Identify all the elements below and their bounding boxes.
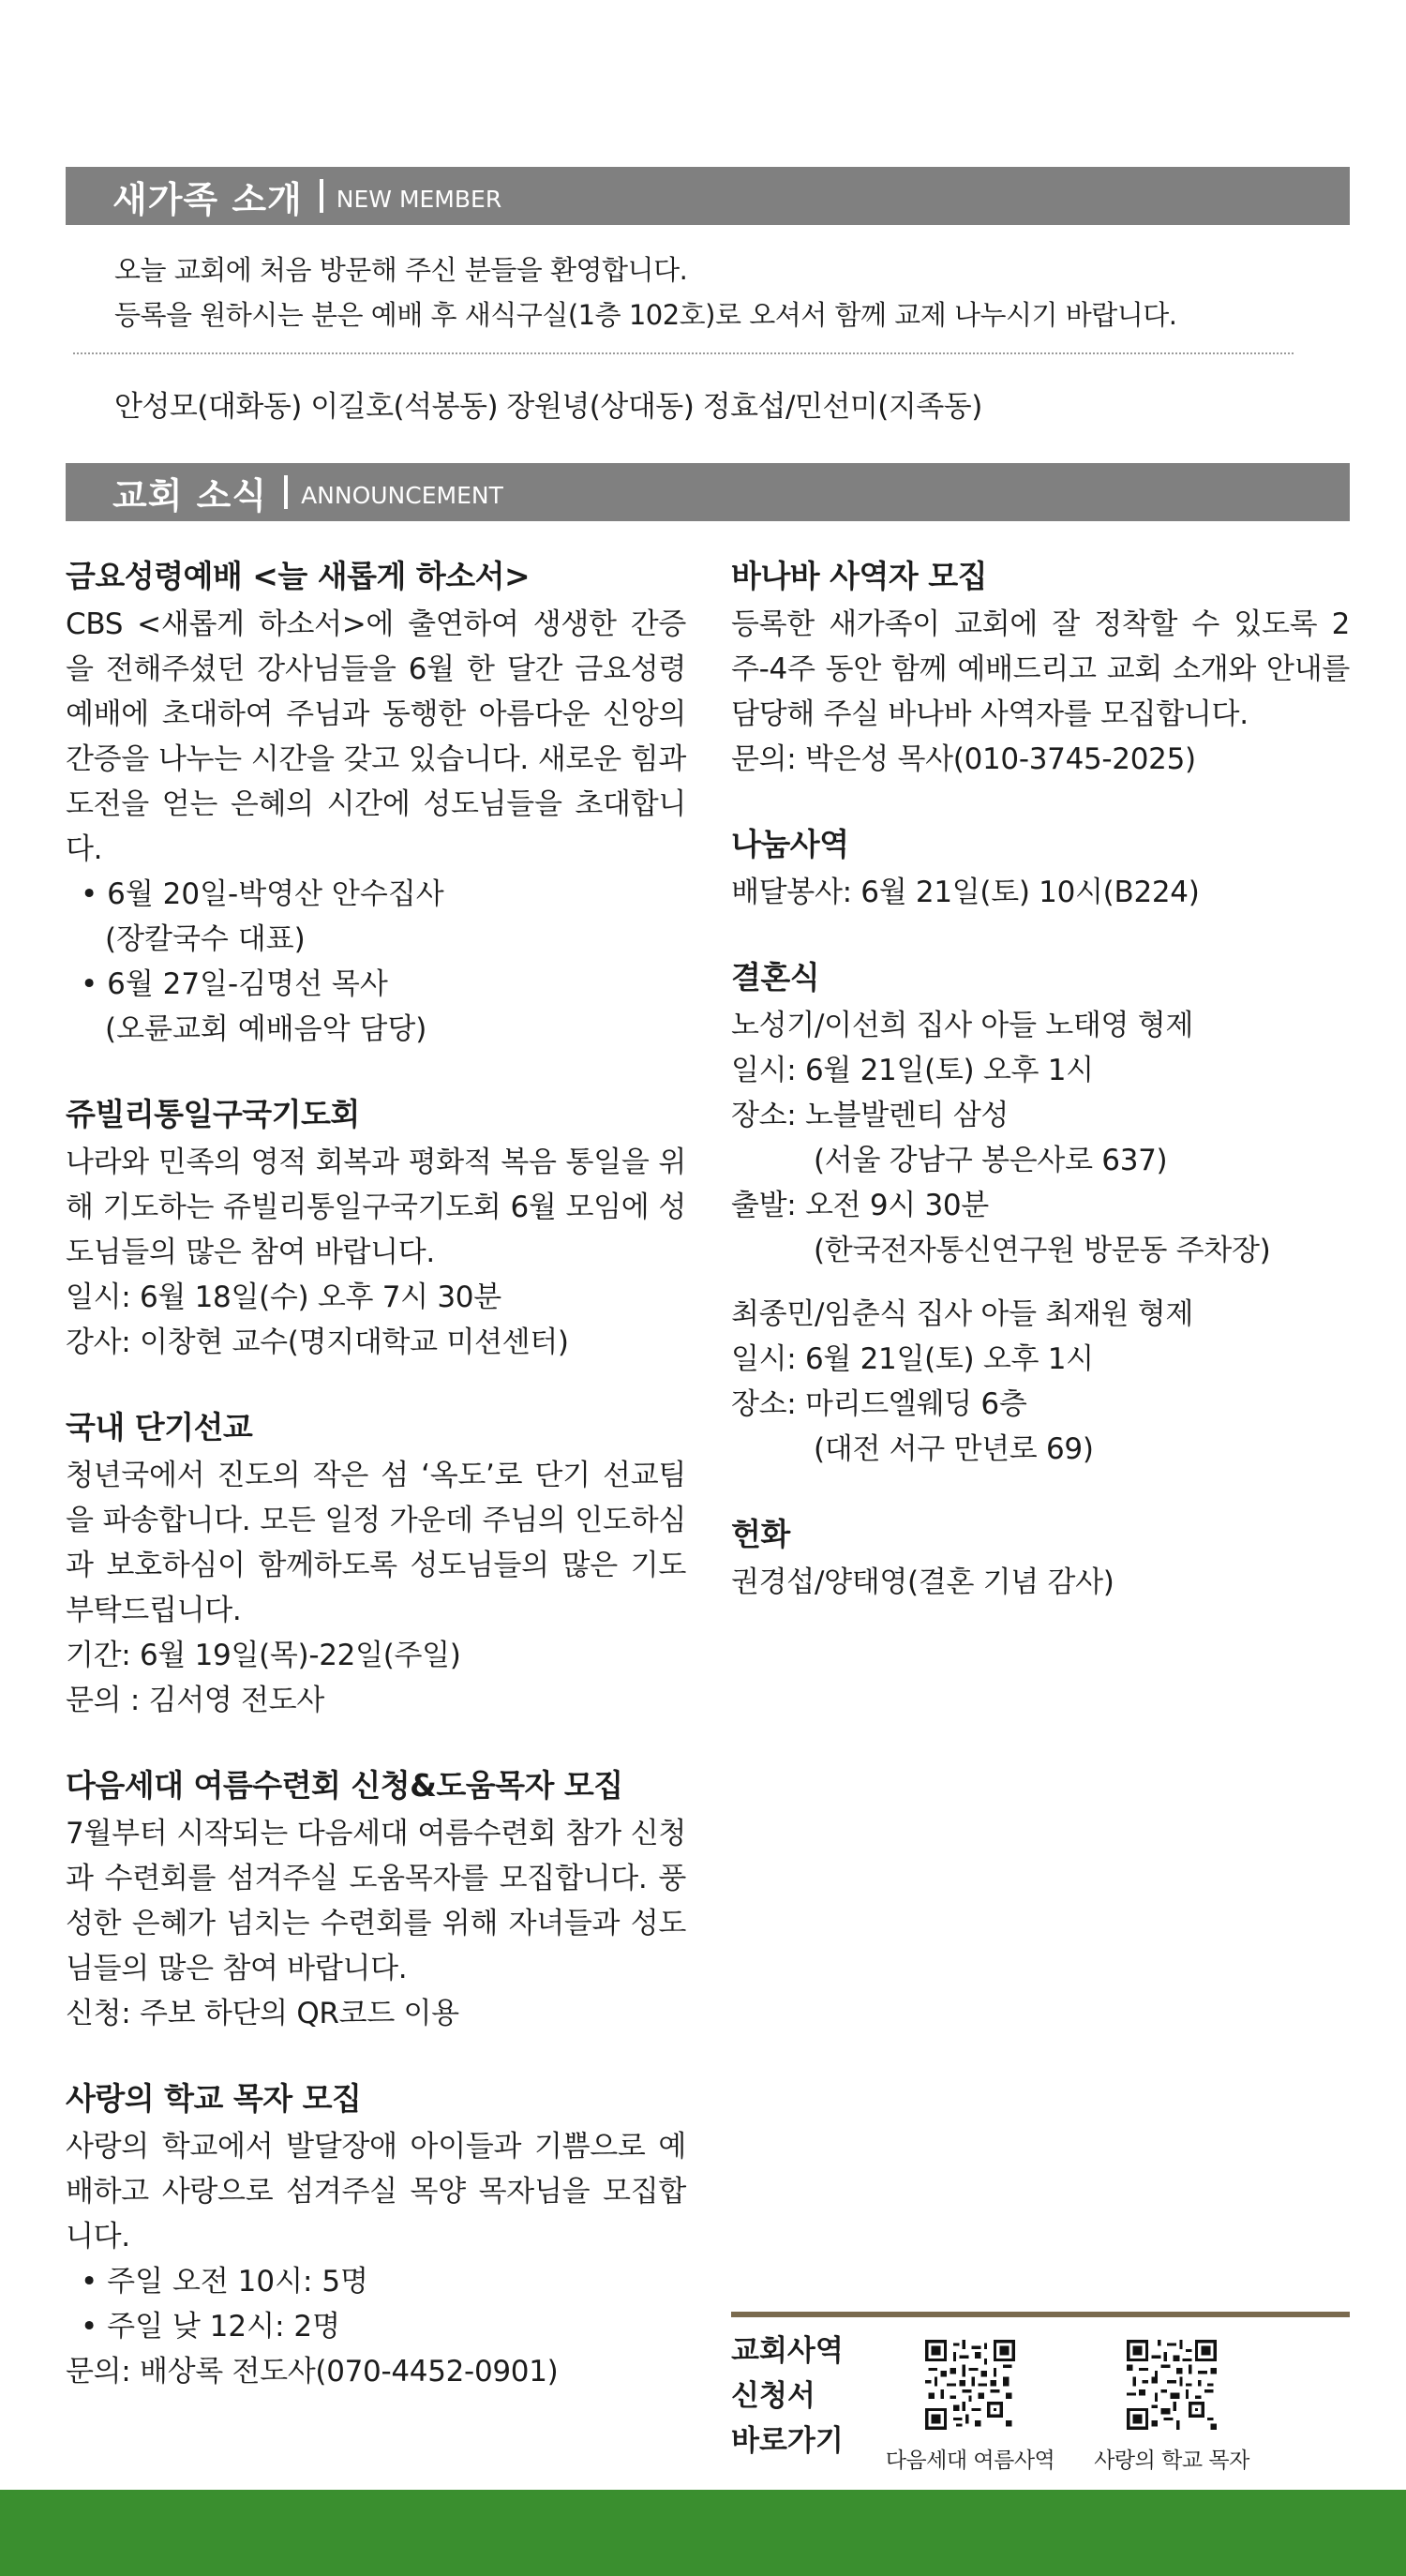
- wedding-2-date: 일시: 6월 21일(토) 오후 1시: [731, 1342, 1094, 1376]
- wedding-2-place-address: (대전 서구 만년로 69): [814, 1432, 1094, 1466]
- dotted-divider: [73, 352, 1294, 354]
- item-title: 금요성령예배 <늘 새롭게 하소서>: [66, 558, 531, 594]
- wedding-1-date: 일시: 6월 21일(토) 오후 1시: [731, 1054, 1094, 1087]
- qr-next-generation[interactable]: [876, 2340, 1064, 2474]
- new-member-title-en: NEW MEMBER: [336, 185, 502, 213]
- qr-code-icon[interactable]: [1127, 2340, 1217, 2430]
- item-bullet: • 6월 27일-김명선 목사: [81, 967, 388, 1001]
- wedding-1-title: 노성기/이선희 집사 아들 노태영 형제: [731, 1009, 1194, 1042]
- item-title: 국내 단기선교: [66, 1409, 253, 1445]
- intro-line-1: 오늘 교회에 처음 방문해 주신 분들을 환영합니다.: [114, 254, 688, 286]
- item-bullet: • 6월 20일-박영산 안수집사: [81, 877, 444, 911]
- item-detail: 기간: 6월 19일(목)-22일(주일): [66, 1639, 461, 1672]
- item-title: 다음세대 여름수련회 신청&도움목자 모집: [66, 1767, 623, 1804]
- item-title: 결혼식: [731, 959, 820, 996]
- announcement-item-sharing-ministry: [731, 821, 1350, 915]
- new-member-header: [66, 167, 1350, 225]
- qr-title-line-1: 교회사역: [731, 2334, 844, 2368]
- item-body: 7월부터 시작되는 다음세대 여름수련회 참가 신청과 수련회를 섬겨주실 도움목자를 모집합니다. 풍성한 은혜가 넘치는 수련회를 위해 자녀들과 성도님들의 많은 참여 바랍니다.: [66, 1817, 686, 1985]
- wedding-2-title: 최종민/임춘식 집사 아들 최재원 형제: [731, 1297, 1194, 1331]
- new-member-intro: [114, 247, 1177, 337]
- item-body: 사랑의 학교에서 발달장애 아이들과 기쁨으로 예배하고 사랑으로 섬겨주실 목양 목자님을 모집합니다.: [66, 2130, 686, 2254]
- wedding-1-place: 장소: 노블발렌티 삼성: [731, 1099, 1010, 1132]
- announcement-item-love-school: [66, 2075, 686, 2394]
- item-detail: 문의: 박은성 목사(010-3745-2025): [731, 742, 1196, 776]
- qr-section-rule: [731, 2312, 1350, 2317]
- item-bullet-sub: (오륜교회 예배음악 담당): [105, 1012, 427, 1046]
- qr-section-title: [731, 2329, 844, 2464]
- qr-caption: 사랑의 학교 목자: [1094, 2449, 1249, 2473]
- announcement-left-column: [66, 553, 686, 2434]
- announcement-item-barnabas: [731, 553, 1350, 782]
- item-title: 사랑의 학교 목자 모집: [66, 2080, 362, 2117]
- item-detail: 문의: 배상록 전도사(070-4452-0901): [66, 2355, 559, 2389]
- item-title: 나눔사역: [731, 826, 849, 862]
- announcement-header: [66, 463, 1350, 521]
- qr-title-line-2: 신청서: [731, 2379, 815, 2413]
- announcement-item-summer-retreat: [66, 1762, 686, 2036]
- announcement-title: 교회 소식: [112, 474, 268, 517]
- announcement-item-wedding: [731, 954, 1350, 1472]
- item-detail: 문의 : 김서영 전도사: [66, 1684, 324, 1717]
- qr-love-school[interactable]: [1078, 2340, 1265, 2474]
- intro-line-2: 등록을 원하시는 분은 예배 후 새식구실(1층 102호)로 오셔서 함께 교제 나누시기 바랍니다.: [114, 299, 1177, 331]
- wedding-1-place-address: (서울 강남구 봉은사로 637): [814, 1144, 1168, 1177]
- announcement-item-jubilee-prayer: [66, 1091, 686, 1365]
- item-body: 청년국에서 진도의 작은 섬 ‘옥도’로 단기 선교팀을 파송합니다. 모든 일정 가운데 주님의 인도하심과 보호하심이 함께하도록 성도님들의 많은 기도 부탁드립니다.: [66, 1459, 686, 1627]
- announcement-item-domestic-mission: [66, 1404, 686, 1723]
- new-member-title: 새가족 소개: [112, 178, 303, 220]
- item-title: 바나바 사역자 모집: [731, 558, 988, 594]
- announcement-title-en: ANNOUNCEMENT: [301, 481, 503, 509]
- qr-title-line-3: 바로가기: [731, 2424, 844, 2458]
- announcement-right-column: [731, 553, 1350, 1644]
- spacer: [731, 1273, 1350, 1292]
- item-bullet: • 주일 오전 10시: 5명: [81, 2265, 368, 2299]
- item-body: CBS <새롭게 하소서>에 출연하여 생생한 간증을 전해주셨던 강사님들을 6월 한 달간 금요성령예배에 초대하여 주님과 동행한 아름다운 신앙의 간증을 나누는 시간을 갖고 있습니다. 새로운 힘과 도전을 얻는 은혜의 시간에 성도님들을 초대합니다.: [66, 607, 686, 866]
- item-detail: 배달봉사: 6월 21일(토) 10시(B224): [731, 876, 1200, 909]
- qr-caption: 다음세대 여름사역: [885, 2449, 1055, 2473]
- item-detail: 강사: 이창현 교수(명지대학교 미션센터): [66, 1325, 569, 1359]
- item-body: 등록한 새가족이 교회에 잘 정착할 수 있도록 2주-4주 동안 함께 예배드리고 교회 소개와 안내를 담당해 주실 바나바 사역자를 모집합니다.: [731, 607, 1350, 731]
- header-divider: [320, 179, 323, 213]
- qr-code-icon[interactable]: [925, 2340, 1015, 2430]
- wedding-1-departure-location: (한국전자통신연구원 방문동 주차장): [814, 1234, 1271, 1267]
- announcement-item-friday-worship: [66, 553, 686, 1052]
- footer-bar: [0, 2490, 1406, 2576]
- item-detail: 권경섭/양태영(결혼 기념 감사): [731, 1565, 1114, 1599]
- header-divider: [284, 475, 288, 509]
- new-member-names: 안성모(대화동) 이길호(석봉동) 장원녕(상대동) 정효섭/민선미(지족동): [114, 390, 982, 424]
- item-title: 헌화: [731, 1516, 790, 1552]
- wedding-2-place: 장소: 마리드엘웨딩 6층: [731, 1387, 1027, 1421]
- item-bullet-sub: (장칼국수 대표): [105, 922, 306, 956]
- item-detail: 일시: 6월 18일(수) 오후 7시 30분: [66, 1281, 501, 1314]
- item-title: 쥬빌리통일구국기도회: [66, 1096, 360, 1132]
- item-bullet: • 주일 낮 12시: 2명: [81, 2310, 341, 2344]
- item-body: 나라와 민족의 영적 회복과 평화적 복음 통일을 위해 기도하는 쥬빌리통일구국기도회 6월 모임에 성도님들의 많은 참여 바랍니다.: [66, 1146, 686, 1269]
- announcement-item-flowers: [731, 1511, 1350, 1605]
- item-detail: 신청: 주보 하단의 QR코드 이용: [66, 1997, 459, 2030]
- wedding-1-departure: 출발: 오전 9시 30분: [731, 1189, 989, 1222]
